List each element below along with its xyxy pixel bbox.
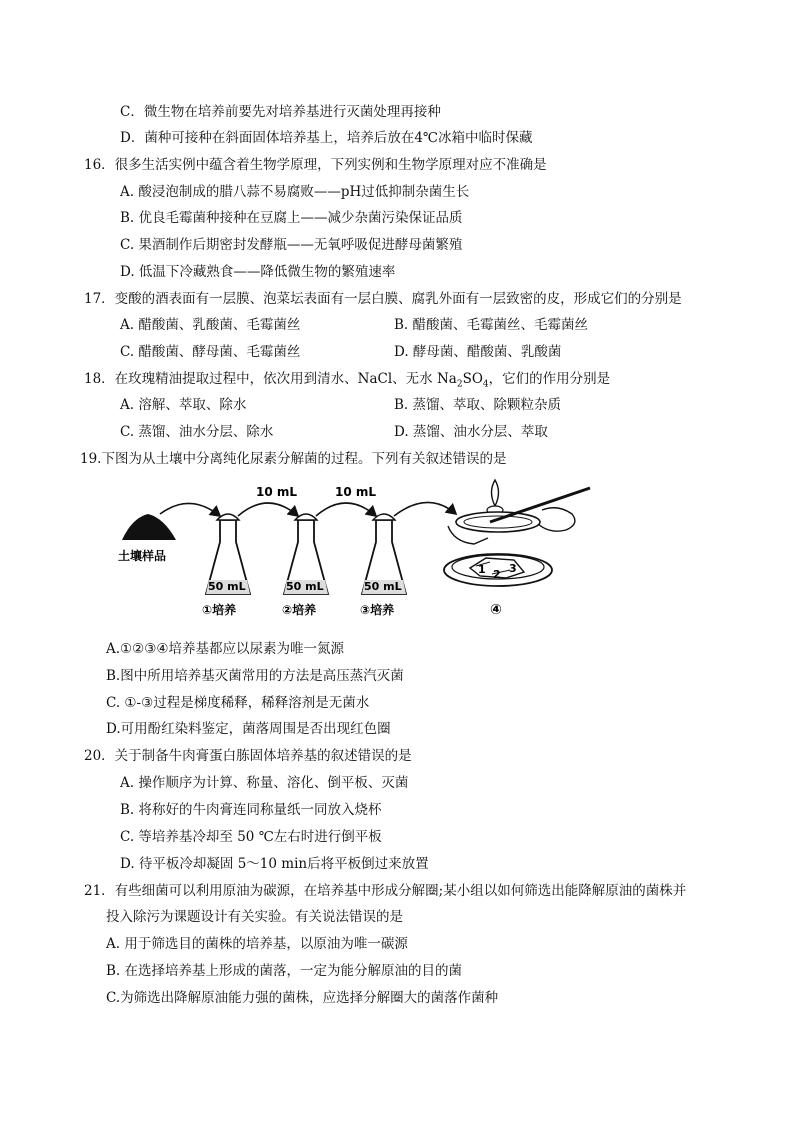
q21-option-b: B. 在选择培养基上形成的菌落，一定为能分解原油的目的菌 <box>106 963 463 979</box>
arrow-flask2-to-flask3 <box>316 503 376 516</box>
soil-sample-label: 土壤样品 <box>118 549 167 563</box>
step-4-label: ④ <box>490 602 502 618</box>
q20-stem: 20．关于制备牛肉膏蛋白胨固体培养基的叙述错误的是 <box>84 748 412 764</box>
transfer-volume-2: 10 mL <box>335 485 377 499</box>
step-2-label: ②培养 <box>282 603 317 617</box>
q16-option-b: B. 优良毛霉菌种接种在豆腐上——减少杂菌污染保证品质 <box>120 210 463 226</box>
flask-2-volume: 50 mL <box>286 580 324 593</box>
plate-number-2: 2 <box>493 568 501 581</box>
flask-1-volume: 50 mL <box>208 580 246 593</box>
q17-option-c: C. 醋酸菌、酵母菌、毛霉菌丝 <box>120 344 301 360</box>
q18-option-d: D. 蒸馏、油水分层、萃取 <box>394 424 548 440</box>
plate-number-1: 1 <box>478 563 486 576</box>
q16-stem: 16．很多生活实例中蕴含着生物学原理，下列实例和生物学原理对应不准确是 <box>84 157 547 173</box>
q18-option-b: B. 蒸馏、萃取、除颗粒杂质 <box>394 397 562 413</box>
flask-3-volume: 50 mL <box>364 580 402 593</box>
q21-stem-continued: 投入除污为课题设计有关实验。有关说法错误的是 <box>106 909 403 925</box>
soil-isolation-figure <box>110 478 610 628</box>
q21-stem: 21．有些细菌可以利用原油为碳源，在培养基中形成分解圈;某小组以如何筛选出能降解原油的菌株并 <box>84 883 687 899</box>
q19-option-c: C. ①-③过程是梯度稀释，稀释溶剂是无菌水 <box>106 695 370 711</box>
q21-option-a: A. 用于筛选目的菌株的培养基，以原油为唯一碳源 <box>106 936 408 952</box>
q16-option-a: A. 酸浸泡制成的腊八蒜不易腐败——pH过低抑制杂菌生长 <box>120 184 470 200</box>
q20-option-a: A. 操作顺序为计算、称量、溶化、倒平板、灭菌 <box>120 775 409 791</box>
q15-option-d: D．菌种可接种在斜面固体培养基上，培养后放在4℃冰箱中临时保藏 <box>120 130 533 146</box>
q19-stem: 19.下图为从土壤中分离纯化尿素分解菌的过程。下列有关叙述错误的是 <box>80 451 507 467</box>
q20-option-b: B. 将称好的牛肉膏连同称量纸一同放入烧杯 <box>120 802 382 818</box>
q18-option-c: C. 蒸馏、油水分层、除水 <box>120 424 274 440</box>
transfer-volume-1: 10 mL <box>256 485 298 499</box>
arrow-flask3-to-plate <box>394 502 456 516</box>
q20-option-d: D. 待平板冷却凝固 5～10 min后将平板倒过来放置 <box>120 856 429 872</box>
q18-option-a: A. 溶解、萃取、除水 <box>120 397 247 413</box>
q19-option-b: B.图中所用培养基灭菌常用的方法是高压蒸汽灭菌 <box>106 668 404 684</box>
soil-sample-icon <box>122 514 176 540</box>
q19-option-d: D.可用酚红染料鉴定，菌落周围是否出现红色圈 <box>106 721 391 737</box>
q16-option-d: D. 低温下冷藏熟食——降低微生物的繁殖速率 <box>120 264 396 280</box>
q19-option-a: A.①②③④培养基都应以尿素为唯一氮源 <box>106 641 344 657</box>
q17-option-b: B. 醋酸菌、毛霉菌丝、毛霉菌丝 <box>394 317 589 333</box>
q15-option-c: C．微生物在培养前要先对培养基进行灭菌处理再接种 <box>120 104 441 120</box>
q17-stem: 17．变酸的酒表面有一层膜、泡菜坛表面有一层白膜、腐乳外面有一层致密的皮，形成它们的分别是 <box>84 291 682 307</box>
alcohol-lamp-flame-icon <box>487 480 503 514</box>
q16-option-c: C. 果酒制作后期密封发酵瓶——无氧呼吸促进酵母菌繁殖 <box>120 237 463 253</box>
plate-number-3: 3 <box>509 562 517 575</box>
q18-stem: 18．在玫瑰精油提取过程中，依次用到清水、NaCl、无水 $Na_2SO_4$，它们的作用分别是 <box>84 371 611 390</box>
inoculating-loop-hand-icon <box>448 488 590 544</box>
step-1-label: ①培养 <box>202 603 237 617</box>
step-3-label: ③培养 <box>360 603 395 617</box>
arrow-flask1-to-flask2 <box>238 503 298 516</box>
q17-option-a: A. 醋酸菌、乳酸菌、毛霉菌丝 <box>120 317 301 333</box>
q21-option-c: C.为筛选出降解原油能力强的菌株，应选择分解圈大的菌落作菌种 <box>106 990 499 1006</box>
q17-option-d: D. 酵母菌、醋酸菌、乳酸菌 <box>394 344 562 360</box>
q20-option-c: C. 等培养基冷却至 50 ℃左右时进行倒平板 <box>120 829 382 845</box>
arrow-soil-to-flask1 <box>160 503 220 516</box>
